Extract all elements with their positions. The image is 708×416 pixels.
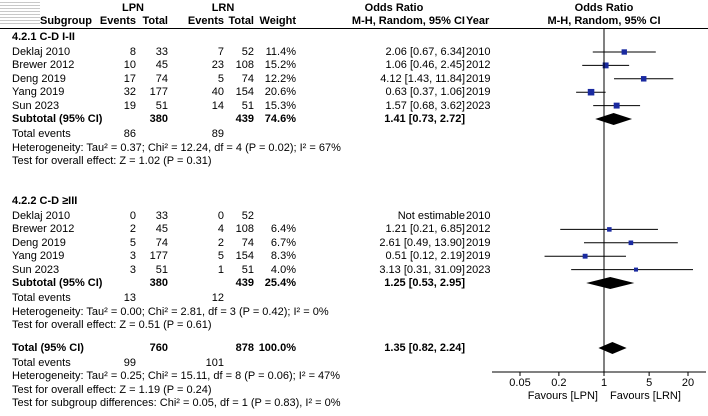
subtotal-label: Subtotal (95% CI) xyxy=(12,277,103,289)
weight: 4.0% xyxy=(270,263,296,276)
study-name: Yang 2019 xyxy=(12,250,65,263)
total-events-lpn: 99 xyxy=(123,357,136,369)
favours-right-label: Favours [LRN] xyxy=(610,390,681,402)
total-lpn: 33 xyxy=(155,210,168,222)
events-lpn: 10 xyxy=(123,59,136,72)
year: 2019 xyxy=(466,236,491,249)
total-lrn: 154 xyxy=(235,86,254,99)
study-name: Deklaj 2010 xyxy=(12,46,71,58)
total-label: Total (95% CI) xyxy=(12,342,84,354)
total-lrn: 51 xyxy=(241,99,254,112)
total-lrn: 154 xyxy=(235,250,254,263)
year: 2023 xyxy=(466,99,491,112)
year: 2012 xyxy=(466,223,491,236)
events-lpn: 8 xyxy=(129,46,136,58)
year-header: Year xyxy=(466,15,490,27)
total-lpn: 51 xyxy=(155,263,168,276)
weight: 8.3% xyxy=(270,250,296,263)
events1-header: Events xyxy=(99,15,136,27)
weight: 15.2% xyxy=(264,59,296,72)
or-ci: 1.21 [0.21, 6.85] xyxy=(385,223,465,236)
plot-title: Odds Ratio xyxy=(574,2,634,14)
point-estimate xyxy=(622,49,627,54)
events-lrn: 7 xyxy=(217,46,224,58)
year: 2019 xyxy=(466,86,491,99)
events-lrn: 5 xyxy=(217,250,224,263)
study-name: Sun 2023 xyxy=(12,99,60,112)
events-lpn: 3 xyxy=(129,250,136,263)
total-ci: 1.35 [0.82, 2.24] xyxy=(384,342,465,354)
heterogeneity-total: Heterogeneity: Tau² = 0.25; Chi² = 15.11, df = 8 (P = 0.06); I² = 47% xyxy=(12,370,341,383)
total-lrn: 108 xyxy=(235,223,254,236)
total-total-lpn: 760 xyxy=(149,342,168,354)
or-ci: 1.06 [0.46, 2.45] xyxy=(385,59,465,72)
total-events-lrn: 101 xyxy=(205,357,224,369)
weight: 15.3% xyxy=(264,99,296,112)
heterogeneity: Heterogeneity: Tau² = 0.00; Chi² = 2.81, df = 3 (P = 0.42); I² = 0% xyxy=(12,305,329,318)
subtotal-weight: 25.4% xyxy=(264,277,296,289)
total-events-lpn: 86 xyxy=(123,128,136,141)
year: 2010 xyxy=(466,46,491,58)
total-diamond xyxy=(598,342,626,354)
point-estimate xyxy=(641,76,646,81)
or-subheader: M-H, Random, 95% CI xyxy=(351,15,465,27)
study-name: Deklaj 2010 xyxy=(12,210,71,222)
total-events-label: Total events xyxy=(12,292,71,305)
overall-effect: Test for overall effect: Z = 0.51 (P = 0.61) xyxy=(12,319,212,332)
total-lpn: 74 xyxy=(155,236,168,249)
year: 2023 xyxy=(466,263,491,276)
events-lpn: 2 xyxy=(129,223,136,236)
total-lrn: 52 xyxy=(241,210,254,222)
study-name: Sun 2023 xyxy=(12,263,60,276)
total-events-lrn: 89 xyxy=(211,128,224,141)
plot-subtitle: M-H, Random, 95% CI xyxy=(547,15,661,27)
subtotal-total-lrn: 439 xyxy=(235,113,254,125)
subgroup-title: 4.2.1 C-D I-II xyxy=(12,31,75,43)
point-estimate xyxy=(607,227,612,232)
weight: 20.6% xyxy=(264,86,296,99)
events-lrn: 1 xyxy=(217,263,224,276)
group1-header: LPN xyxy=(122,2,144,14)
events2-header: Events xyxy=(187,15,224,27)
events-lrn: 14 xyxy=(211,99,224,112)
events-lrn: 0 xyxy=(217,210,224,222)
total-events-label: Total events xyxy=(12,357,71,369)
or-ci: 0.51 [0.12, 2.19] xyxy=(385,250,465,263)
events-lrn: 4 xyxy=(217,223,224,236)
total-lrn: 52 xyxy=(241,46,254,58)
subtotal-diamond xyxy=(586,277,634,289)
x-tick-label: 0.2 xyxy=(551,377,567,389)
point-estimate xyxy=(629,241,634,246)
total-events-lrn: 12 xyxy=(211,292,224,305)
weight: 11.4% xyxy=(265,46,296,58)
total-lrn: 108 xyxy=(235,59,254,72)
subtotal-ci: 1.41 [0.73, 2.72] xyxy=(384,113,465,125)
point-estimate xyxy=(634,268,638,272)
subgroup-differences: Test for subgroup differences: Chi² = 0.05, df = 1 (P = 0.83), I² = 0% xyxy=(12,397,341,410)
total-events-lpn: 13 xyxy=(123,292,136,305)
point-estimate xyxy=(614,103,620,109)
study-name: Deng 2019 xyxy=(12,236,66,249)
weight: 12.2% xyxy=(264,72,296,85)
total-lpn: 45 xyxy=(155,223,168,236)
overall-effect: Test for overall effect: Z = 1.02 (P = 0.31) xyxy=(12,155,212,168)
events-lrn: 5 xyxy=(217,72,224,85)
or-ci: 4.12 [1.43, 11.84] xyxy=(380,72,465,85)
subtotal-label: Subtotal (95% CI) xyxy=(12,113,103,125)
subtotal-diamond xyxy=(595,113,632,125)
subgroup-title: 4.2.2 C-D ≥III xyxy=(12,195,78,207)
or-header: Odds Ratio xyxy=(364,2,424,14)
total-lpn: 177 xyxy=(149,250,168,263)
subtotal-total-lpn: 380 xyxy=(149,277,168,289)
group2-header: LRN xyxy=(211,2,235,14)
total-lpn: 45 xyxy=(155,59,168,72)
or-ci: 2.06 [0.67, 6.34] xyxy=(385,46,465,58)
x-tick-label: 0.05 xyxy=(509,377,531,389)
study-name: Yang 2019 xyxy=(12,86,65,99)
or-ci: Not estimable xyxy=(397,210,465,222)
subtotal-weight: 74.6% xyxy=(264,113,296,125)
overall-effect-total: Test for overall effect: Z = 1.19 (P = 0.24) xyxy=(12,383,212,396)
total2-header: Total xyxy=(228,15,254,27)
weight-header: Weight xyxy=(259,15,296,27)
total-lrn: 74 xyxy=(241,72,254,85)
or-ci: 3.13 [0.31, 31.09] xyxy=(379,263,465,276)
study-name: Brewer 2012 xyxy=(12,59,75,72)
or-ci: 2.61 [0.49, 13.90] xyxy=(379,236,465,249)
subtotal-total-lpn: 380 xyxy=(149,113,168,125)
total-lrn: 74 xyxy=(241,236,254,249)
study-name: Brewer 2012 xyxy=(12,223,75,236)
subtotal-total-lrn: 439 xyxy=(235,277,254,289)
or-ci: 1.57 [0.68, 3.62] xyxy=(385,99,465,112)
year: 2010 xyxy=(466,210,491,222)
events-lpn: 17 xyxy=(123,72,136,85)
year: 2019 xyxy=(466,72,491,85)
point-estimate xyxy=(588,89,595,96)
events-lpn: 0 xyxy=(129,210,136,222)
events-lpn: 32 xyxy=(123,86,136,99)
weight: 6.4% xyxy=(270,223,296,236)
subtotal-ci: 1.25 [0.53, 2.95] xyxy=(384,277,465,289)
events-lpn: 3 xyxy=(129,263,136,276)
year: 2019 xyxy=(466,250,491,263)
total-lpn: 177 xyxy=(149,86,168,99)
total-events-label: Total events xyxy=(12,128,71,141)
study-name: Deng 2019 xyxy=(12,72,66,85)
total-weight: 100.0% xyxy=(258,342,296,354)
favours-left-label: Favours [LPN] xyxy=(527,390,598,402)
year: 2012 xyxy=(466,59,491,72)
heterogeneity: Heterogeneity: Tau² = 0.37; Chi² = 12.24, df = 4 (P = 0.02); I² = 67% xyxy=(12,141,341,154)
total-lpn: 74 xyxy=(155,72,168,85)
x-tick-label: 5 xyxy=(646,377,653,389)
events-lrn: 40 xyxy=(211,86,224,99)
total-lpn: 33 xyxy=(155,46,168,58)
total-lpn: 51 xyxy=(155,99,168,112)
or-ci: 0.63 [0.37, 1.06] xyxy=(385,86,465,99)
events-lpn: 5 xyxy=(129,236,136,249)
total-total-lrn: 878 xyxy=(235,342,254,354)
events-lpn: 19 xyxy=(123,99,136,112)
total-lrn: 51 xyxy=(241,263,254,276)
x-tick-label: 1 xyxy=(600,377,608,389)
events-lrn: 2 xyxy=(217,236,224,249)
x-tick-label: 20 xyxy=(681,377,695,389)
events-lrn: 23 xyxy=(211,59,224,72)
total1-header: Total xyxy=(142,15,168,27)
point-estimate xyxy=(583,254,588,259)
subgroup-header: Subgroup xyxy=(40,15,92,27)
weight: 6.7% xyxy=(270,236,296,249)
